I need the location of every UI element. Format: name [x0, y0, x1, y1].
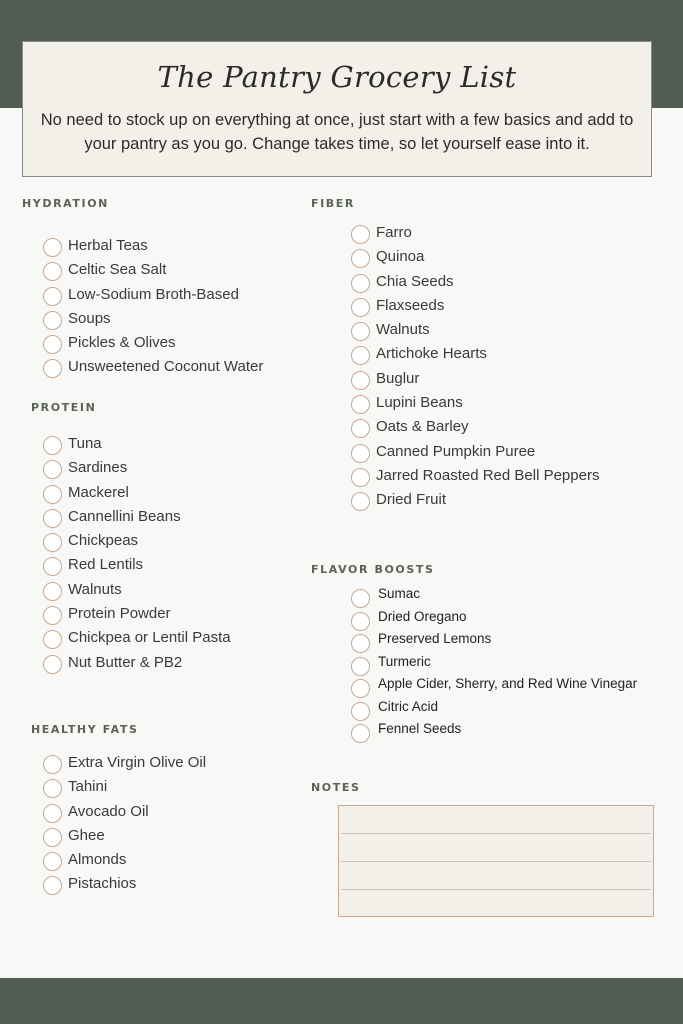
- checkbox-circle[interactable]: [43, 755, 62, 774]
- checklist-item-label: Cannellini Beans: [68, 507, 181, 525]
- checklist-item-label: Pickles & Olives: [68, 334, 176, 352]
- checklist-item-label: Dried Fruit: [376, 491, 447, 509]
- section-heading-hydration: HYDRATION: [22, 197, 109, 210]
- checkbox-circle[interactable]: [43, 509, 62, 528]
- checklist-item-label: Sardines: [68, 459, 128, 477]
- section-heading-notes: NOTES: [311, 781, 361, 794]
- checkbox-circle[interactable]: [43, 804, 62, 823]
- checklist-item-label: Flaxseeds: [376, 296, 445, 314]
- checkbox-circle[interactable]: [351, 249, 370, 268]
- checklist-item-label: Soups: [68, 309, 111, 327]
- checklist-item-label: Jarred Roasted Red Bell Peppers: [376, 466, 600, 484]
- checklist-item-label: Walnuts: [376, 321, 430, 339]
- bottom-band: [0, 978, 683, 1024]
- checklist-item-label: Walnuts: [68, 580, 122, 598]
- checkbox-circle[interactable]: [43, 359, 62, 378]
- checklist-item-label: Extra Virgin Olive Oil: [68, 754, 207, 771]
- checkbox-circle[interactable]: [351, 274, 370, 293]
- checkbox-circle[interactable]: [43, 287, 62, 306]
- checkbox-circle[interactable]: [351, 419, 370, 438]
- checklist-item-label: Tuna: [68, 435, 102, 452]
- checklist-item-label: Artichoke Hearts: [376, 345, 487, 363]
- checkbox-circle[interactable]: [43, 460, 62, 479]
- checkbox-circle[interactable]: [351, 702, 370, 721]
- checklist-item-label: Herbal Teas: [68, 237, 148, 254]
- checkbox-circle[interactable]: [351, 612, 370, 631]
- checklist-item-label: Turmeric: [378, 653, 431, 669]
- checklist-item-label: Farro: [376, 224, 412, 241]
- checklist-item-label: Quinoa: [376, 248, 425, 266]
- checkbox-circle[interactable]: [43, 655, 62, 674]
- header-card: [22, 41, 652, 177]
- checklist-item-label: Citric Acid: [378, 698, 439, 714]
- checklist-item-label: Lupini Beans: [376, 394, 463, 412]
- checklist-item-label: Preserved Lemons: [378, 631, 492, 646]
- section-heading-protein: PROTEIN: [31, 401, 97, 414]
- checklist-item-label: Fennel Seeds: [378, 721, 462, 736]
- checklist-item-label: Sumac: [378, 586, 421, 601]
- checkbox-circle[interactable]: [351, 679, 370, 698]
- checkbox-circle[interactable]: [351, 444, 370, 463]
- checklist-item-label: Protein Powder: [68, 605, 171, 623]
- checkbox-circle[interactable]: [351, 589, 370, 608]
- checkbox-circle[interactable]: [351, 657, 370, 676]
- checkbox-circle[interactable]: [351, 634, 370, 653]
- checklist-item-label: Nut Butter & PB2: [68, 653, 183, 671]
- checkbox-circle[interactable]: [43, 311, 62, 330]
- checkbox-circle[interactable]: [43, 852, 62, 871]
- checkbox-circle[interactable]: [351, 371, 370, 390]
- section-heading-healthy-fats: HEALTHY FATS: [31, 723, 139, 736]
- checklist-item-label: Pistachios: [68, 875, 137, 893]
- checkbox-circle[interactable]: [43, 262, 62, 281]
- checklist-item-label: Almonds: [68, 851, 127, 869]
- page-subtitle: No need to stock up on everything at once, just start with a few basics and add to your pantry as you go. Change takes time, so let yourself ease into it.: [40, 111, 634, 153]
- checkbox-circle[interactable]: [43, 582, 62, 601]
- notes-line: [341, 833, 651, 834]
- notes-line: [341, 889, 651, 890]
- checkbox-circle[interactable]: [43, 828, 62, 847]
- checklist-item-label: Celtic Sea Salt: [68, 261, 167, 279]
- checkbox-circle[interactable]: [351, 298, 370, 317]
- checkbox-circle[interactable]: [43, 335, 62, 354]
- checkbox-circle[interactable]: [351, 346, 370, 365]
- checkbox-circle[interactable]: [43, 606, 62, 625]
- checklist-item-label: Chickpea or Lentil Pasta: [68, 629, 231, 647]
- section-heading-fiber: FIBER: [311, 197, 355, 210]
- checklist-item-label: Avocado Oil: [68, 802, 149, 820]
- checkbox-circle[interactable]: [351, 468, 370, 487]
- checkbox-circle[interactable]: [43, 876, 62, 895]
- notes-line: [341, 861, 651, 862]
- page-title: The Pantry Grocery List: [157, 60, 517, 94]
- checklist-item-label: Tahini: [68, 778, 108, 796]
- checkbox-circle[interactable]: [43, 557, 62, 576]
- checkbox-circle[interactable]: [43, 485, 62, 504]
- checkbox-circle[interactable]: [351, 225, 370, 244]
- checklist-item-label: Chia Seeds: [376, 272, 454, 290]
- checkbox-circle[interactable]: [351, 724, 370, 743]
- checkbox-circle[interactable]: [351, 395, 370, 414]
- notes-area[interactable]: [338, 805, 654, 917]
- checkbox-circle[interactable]: [43, 436, 62, 455]
- checklist-item-label: Low-Sodium Broth-Based: [68, 285, 239, 303]
- checkbox-circle[interactable]: [43, 238, 62, 257]
- checklist-item-label: Ghee: [68, 826, 105, 844]
- section-heading-flavor-boosts: FLAVOR BOOSTS: [311, 563, 435, 576]
- checklist-item-label: Dried Oregano: [378, 608, 467, 624]
- checklist-item-label: Oats & Barley: [376, 418, 469, 436]
- checklist-item-label: Apple Cider, Sherry, and Red Wine Vinegar: [378, 676, 638, 691]
- checkbox-circle[interactable]: [43, 779, 62, 798]
- checkbox-circle[interactable]: [351, 322, 370, 341]
- checkbox-circle[interactable]: [43, 630, 62, 649]
- checklist-item-label: Buglur: [376, 369, 420, 387]
- checklist-item-label: Canned Pumpkin Puree: [376, 442, 536, 460]
- checklist-item-label: Chickpeas: [68, 532, 139, 550]
- checklist-item-label: Red Lentils: [68, 556, 144, 574]
- checklist-item-label: Mackerel: [68, 483, 129, 501]
- checklist-item-label: Unsweetened Coconut Water: [68, 358, 264, 376]
- checkbox-circle[interactable]: [43, 533, 62, 552]
- checkbox-circle[interactable]: [351, 492, 370, 511]
